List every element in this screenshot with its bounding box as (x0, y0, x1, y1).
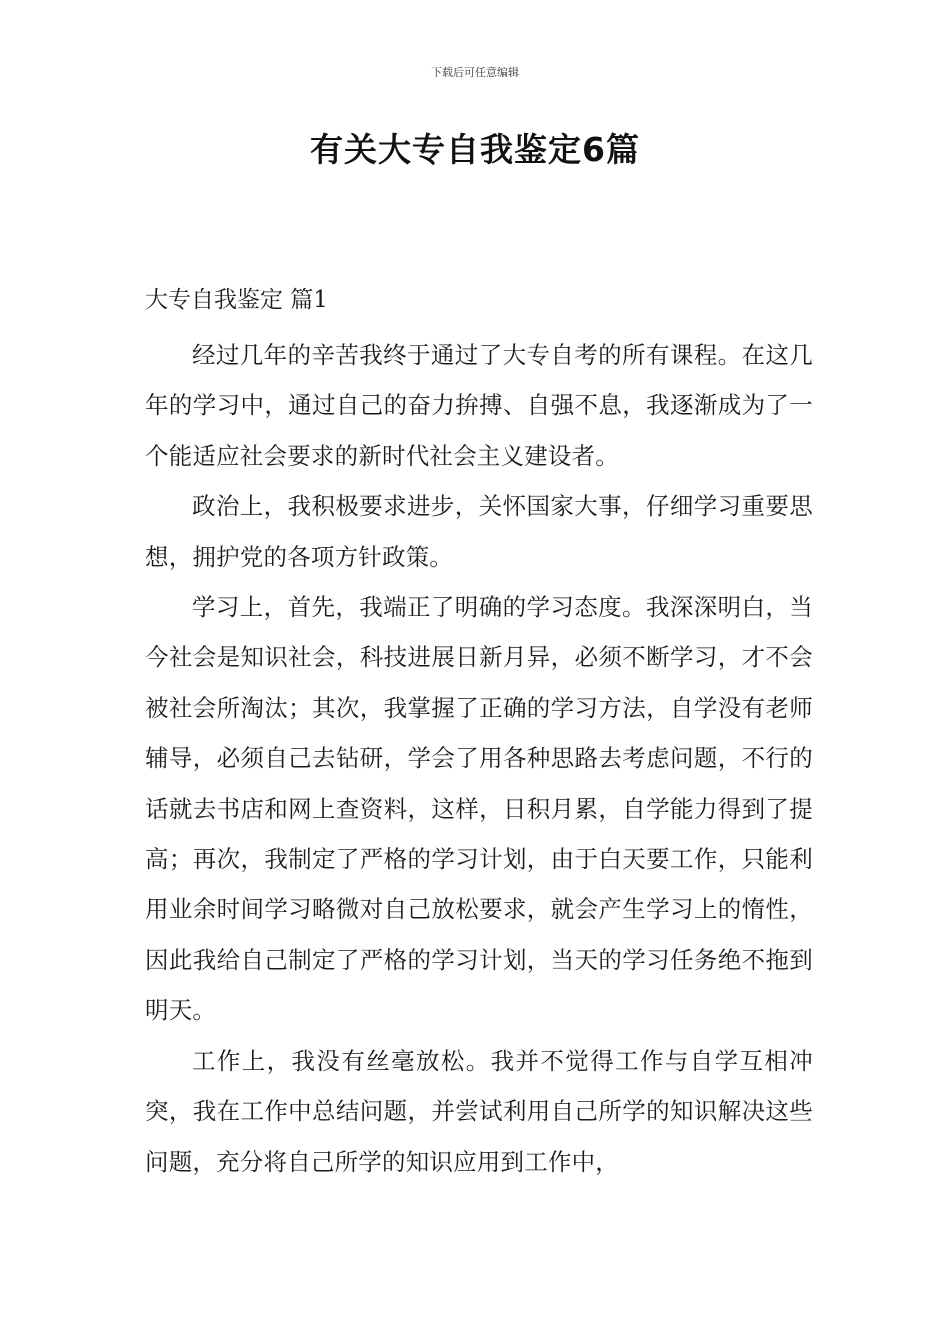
section-heading: 大专自我鉴定 篇1 (145, 287, 328, 313)
header-note: 下载后可任意编辑 (431, 66, 519, 79)
document-title: 有关大专自我鉴定6篇 (310, 130, 640, 169)
document-body (145, 282, 813, 1187)
paragraph-politics: 政治上，我积极要求进步，关怀国家大事，仔细学习重要思想，拥护党的各项方针政策。 (145, 492, 813, 571)
paragraph-study: 学习上，首先，我端正了明确的学习态度。我深深明白，当今社会是知识社会，科技进展日新月异，必须不断学习，才不会被社会所淘汰；其次，我掌握了正确的学习方法，自学没有老师辅导，必须自己去钻研，学会了用各种思路去考虑问题，不行的话就去书店和网上查资料，这样，日积月累，自学能力得到了提高；再次，我制定了严格的学习计划，由于白天要工作，只能利用业余时间学习略微对自己放松要求，就会产生学习上的惰性，因此我给自己制定了严格的学习计划，当天的学习任务绝不拖到明天。 (145, 593, 813, 1025)
paragraph-intro: 经过几年的辛苦我终于通过了大专自考的所有课程。在这几年的学习中，通过自己的奋力拚搏、自强不息，我逐渐成为了一个能适应社会要求的新时代社会主义建设者。 (145, 341, 813, 470)
paragraph-work: 工作上，我没有丝毫放松。我并不觉得工作与自学互相冲突，我在工作中总结问题，并尝试利用自己所学的知识解决这些问题，充分将自己所学的知识应用到工作中， (145, 1046, 813, 1176)
